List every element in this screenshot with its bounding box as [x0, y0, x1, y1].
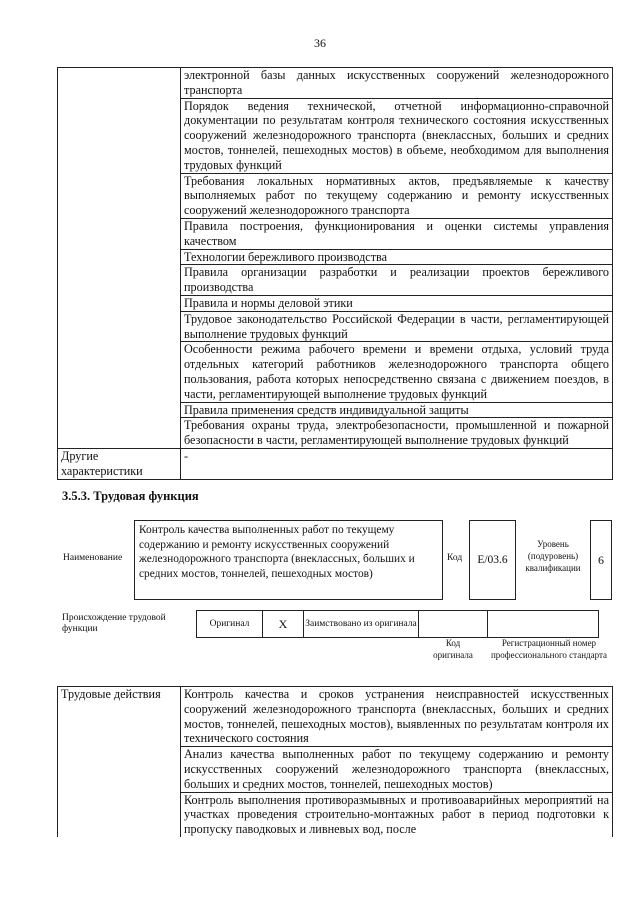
- labor-actions-table: [57, 686, 613, 837]
- original-label: Оригинал: [197, 611, 263, 638]
- level-label: Уровень (подуровень) квалификации: [525, 539, 581, 573]
- section-title: 3.5.3. Трудовая функция: [62, 489, 199, 503]
- original-mark: X: [263, 611, 304, 638]
- labor-action-row: Контроль выполнения противоразмывных и противоаварийных мероприятий на участках проведения строительно-монтажных работ в период подготовки к пропуску паводковых и ливневых вод, после: [181, 792, 613, 837]
- page-number: 36: [314, 36, 326, 50]
- knowledge-row: Порядок ведения технической, отчетной информационно-справочной документации по результатам контроля технического состояния искусственных сооружений железнодорожного транспорта (внеклассных, больших и средних мостов, тоннелей, пешеходных мостов) в объеме, необходимом для выполнения трудовых функций: [181, 98, 613, 173]
- other-characteristics-label: Другие характеристики: [58, 448, 181, 479]
- function-code: E/03.6: [469, 520, 516, 600]
- function-name: Контроль качества выполненных работ по текущему содержанию и ремонту искусственных сооружений железнодорожного транспорта (внеклассных, больших и средних мостов, тоннелей, пешеходных мостов): [134, 520, 443, 600]
- knowledge-row: Технологии бережливого производства: [181, 249, 613, 265]
- labor-actions-label: Трудовые действия: [58, 687, 181, 837]
- original-code-caption: Код оригинала: [433, 638, 473, 660]
- name-label: Наименование: [63, 553, 123, 563]
- empty-label-cell: [58, 68, 181, 449]
- knowledge-row: Особенности режима рабочего времени и времени отдыха, условий труда отдельных категорий работников железнодорожного транспорта общего пользования, работа которых непосредственно связана с движением поездов, в части, регламентирующей выполнение трудовых функций: [181, 342, 613, 402]
- qualification-level: 6: [590, 520, 612, 600]
- reg-number-caption: Регистрационный номер профессионального стандарта: [490, 638, 608, 660]
- knowledge-row: электронной базы данных искусственных сооружений железнодорожного транспорта: [181, 68, 613, 99]
- knowledge-row: Правила построения, функционирования и оценки системы управления качеством: [181, 218, 613, 249]
- knowledge-row: Правила организации разработки и реализации проектов бережливого производства: [181, 265, 613, 296]
- knowledge-row: Правила применения средств индивидуальной защиты: [181, 402, 613, 418]
- knowledge-table: [57, 67, 613, 480]
- origin-label: Происхождение трудовой функции: [62, 613, 166, 634]
- reg-number-cell: [488, 611, 599, 638]
- code-label: Код: [447, 553, 463, 563]
- knowledge-row: Трудовое законодательство Российской Федерации в части, регламентирующей выполнение трудовых функций: [181, 311, 613, 342]
- knowledge-row: Правила и нормы деловой этики: [181, 295, 613, 311]
- labor-action-row: Анализ качества выполненных работ по текущему содержанию и ремонту искусственных сооружений железнодорожного транспорта (внеклассных, больших и средних мостов, тоннелей, пешеходных мостов): [181, 747, 613, 792]
- other-characteristics-value: -: [181, 448, 613, 479]
- origin-table: [196, 610, 599, 638]
- labor-action-row: Контроль качества и сроков устранения неисправностей искусственных сооружений железнодорожного транспорта (внеклассных, больших и средних мостов, тоннелей, пешеходных мостов), выявленных по результатам контроля их технического состояния: [181, 687, 613, 747]
- borrowed-label: Заимствовано из оригинала: [304, 611, 419, 638]
- knowledge-row: Требования локальных нормативных актов, предъявляемые к качеству выполняемых работ по текущему содержанию и ремонту искусственных сооружений железнодорожного транспорта: [181, 173, 613, 218]
- original-code-cell: [419, 611, 488, 638]
- knowledge-row: Требования охраны труда, электробезопасности, промышленной и пожарной безопасности в части, регламентирующей выполнение трудовых функций: [181, 418, 613, 449]
